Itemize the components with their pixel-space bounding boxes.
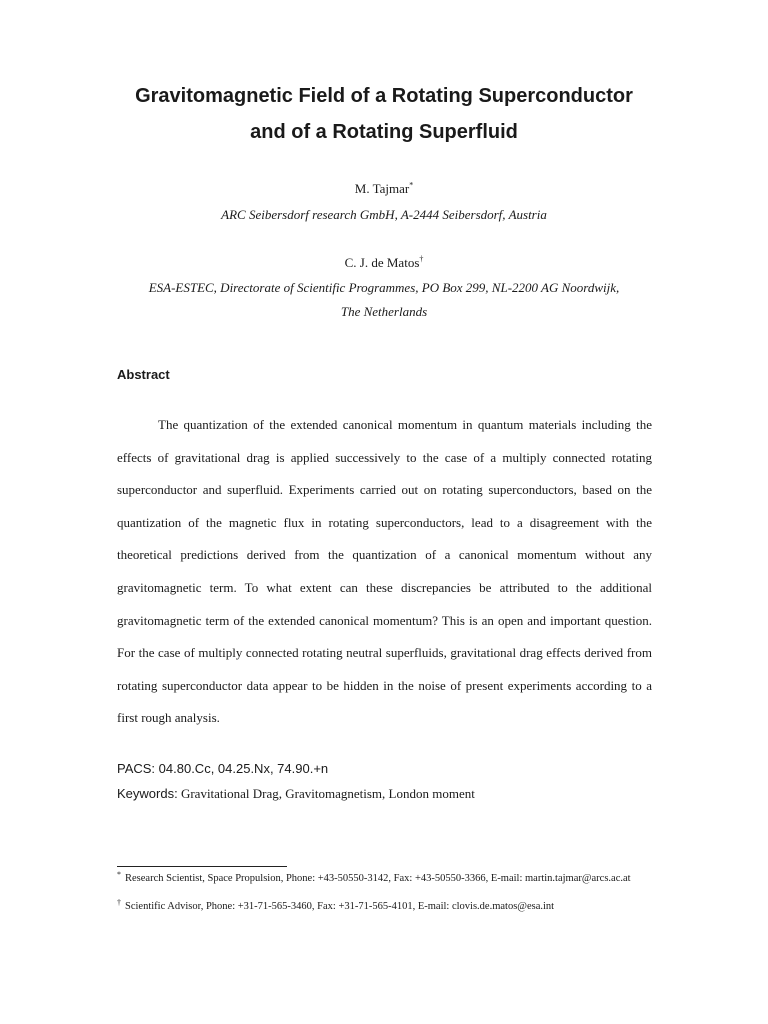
author-2-affiliation-line-2: The Netherlands [340,304,428,319]
keywords-line [117,786,475,802]
author-2-affiliation-line-1: ESA-ESTEC, Directorate of Scientific Programmes, PO Box 299, NL-2200 AG Noordwijk, [148,280,620,295]
footnote-2-mark: † [117,897,121,907]
footnote-1-text: Research Scientist, Space Propulsion, Phone: +43-50550-3142, Fax: +43-50550-3366, E-mail: martin.tajmar@arcs.ac.at [125,873,631,884]
footnote-1 [117,869,652,885]
footnote-2 [117,897,652,913]
keywords-value: Gravitational Drag, Gravitomagnetism, London moment [180,786,475,801]
keywords-label: Keywords: [117,786,178,801]
author-1-affiliation: ARC Seibersdorf research GmbH, A-2444 Seibersdorf, Austria [221,207,547,222]
author-2-footnote-mark: † [419,254,424,264]
paper-title-line-2: and of a Rotating Superfluid [250,121,518,143]
pacs-codes: PACS: 04.80.Cc, 04.25.Nx, 74.90.+n [117,761,329,776]
footnote-divider [117,866,287,867]
paper-title-line-1: Gravitomagnetic Field of a Rotating Superconductor [135,85,633,107]
author-2-name: C. J. de Matos [344,255,420,270]
abstract-body: The quantization of the extended canonical momentum in quantum materials including the effects of gravitational drag is applied successively to the case of a multiply connected rotating superconductor and superfluid. Experiments carried out on rotating superconductors, based on the quantization of the magnetic flux in rotating superconductors, lead to a disagreement with the theoretical predictions derived from the quantization of a canonical momentum without any gravitomagnetic term. To what extent can these discrepancies be attributed to the additional gravitomagnetic term of the extended canonical momentum? This is an open and important question. For the case of multiply connected rotating neutral superfluids, gravitational drag effects derived from rotating superconductor data appear to be hidden in the noise of present experiments according to a first rough analysis. [117,417,652,726]
author-1-name: M. Tajmar [354,181,410,196]
footnote-2-text: Scientific Advisor, Phone: +31-71-565-3460, Fax: +31-71-565-4101, E-mail: clovis.de.matos@esa.int [125,901,555,912]
abstract-heading: Abstract [117,367,170,382]
author-2 [0,255,768,271]
author-1-footnote-mark: * [409,180,414,190]
author-1 [0,181,768,197]
footnote-1-mark: * [117,869,121,879]
